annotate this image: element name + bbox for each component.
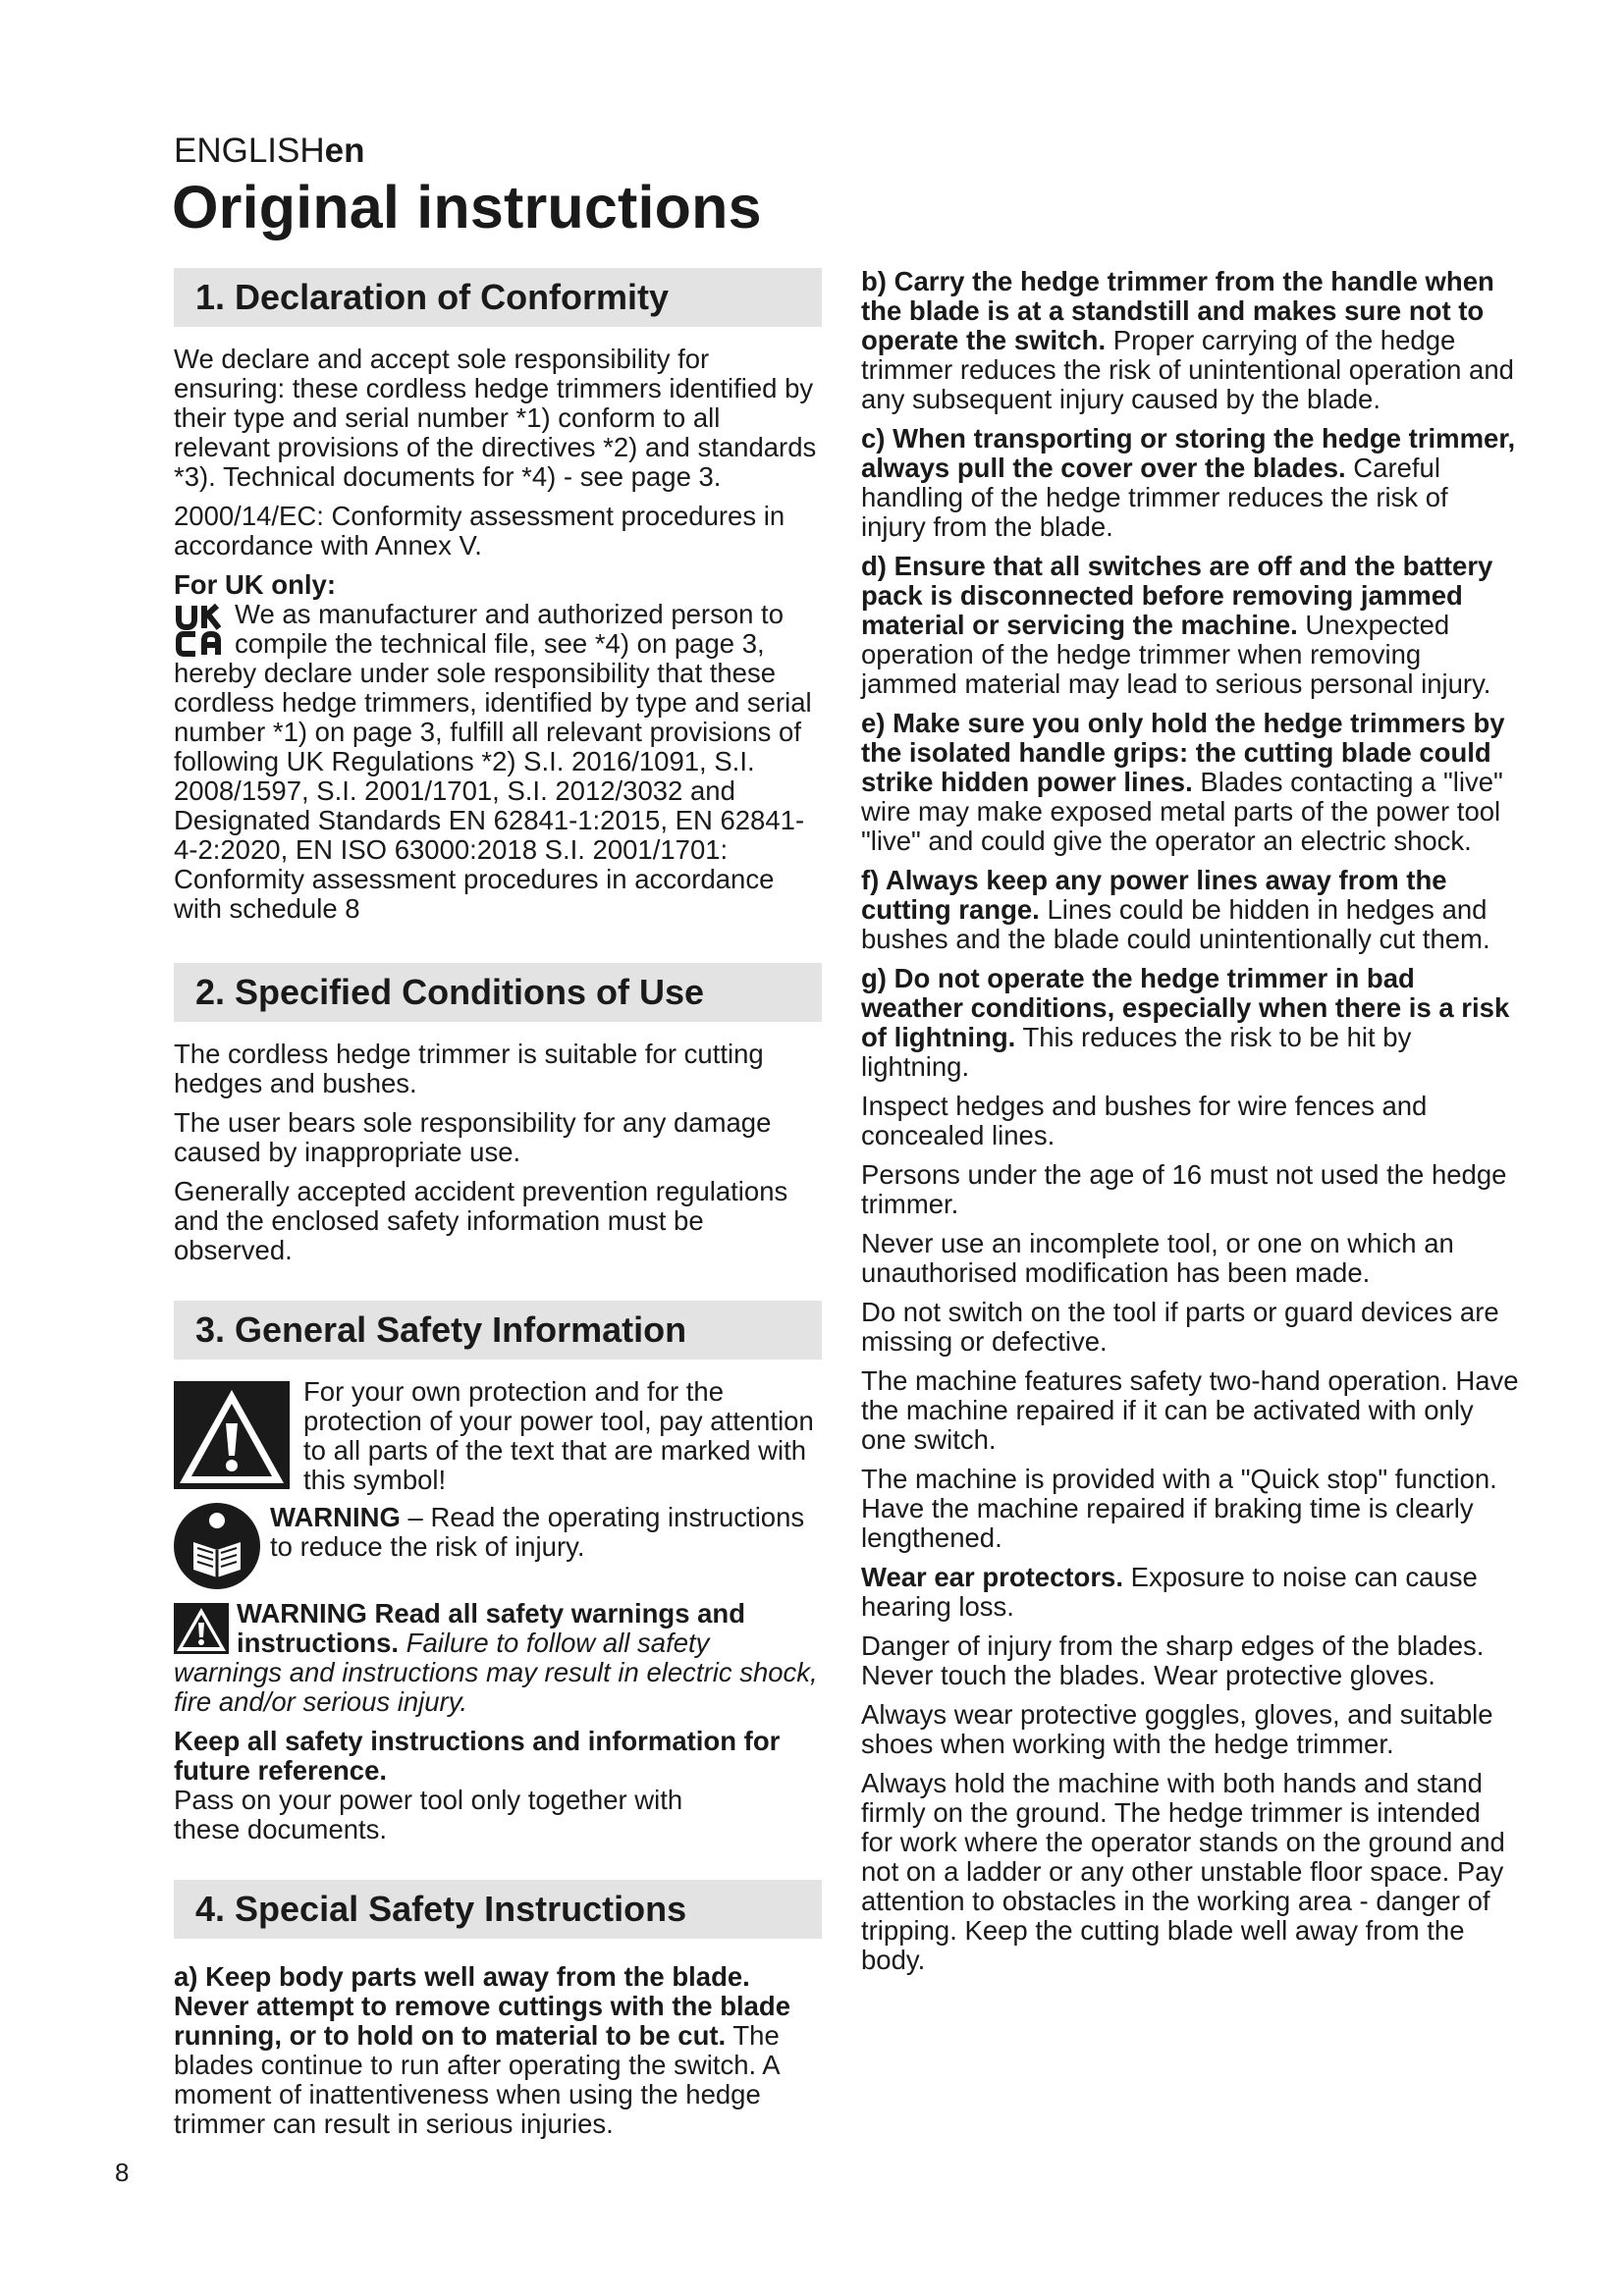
- instruction-e: [861, 709, 1519, 856]
- section-heading-special-safety: 4. Special Safety Instructions: [174, 1880, 822, 1939]
- protective-gear-paragraph: Always wear protective goggles, gloves, and suitable shoes when working with the hedge trimmer.: [861, 1699, 1493, 1759]
- age-paragraph: Persons under the age of 16 must not used the hedge trimmer.: [861, 1159, 1507, 1219]
- symbol-explanation-text: For your own protection and for the protection of your power tool, pay attention to all parts of the text that are marked with this symbol!: [303, 1377, 814, 1495]
- read-all-warnings: [174, 1599, 822, 1717]
- instruction-g-bold: g) Do not operate the hedge trimmer in bad weather conditions, especially when there is a risk of lightning.: [861, 963, 1510, 1052]
- symbol-explanation: [174, 1377, 822, 1495]
- page-number: 8: [115, 2158, 130, 2187]
- warning-triangle-icon: [174, 1381, 290, 1489]
- directive-paragraph: 2000/14/EC: Conformity assessment procedures in accordance with Annex V.: [174, 501, 785, 561]
- section-heading-general-safety: 3. General Safety Information: [174, 1301, 822, 1360]
- conditions-paragraph-3: Generally accepted accident prevention regulations and the enclosed safety information must be observed.: [174, 1176, 788, 1265]
- uk-declaration: [174, 600, 822, 924]
- instruction-d: [861, 552, 1519, 699]
- ear-protectors-bold: Wear ear protectors.: [861, 1562, 1123, 1592]
- instruction-c-bold: c) When transporting or storing the hedge trimmer, always pull the cover over the blades.: [861, 423, 1516, 483]
- instruction-g-text: This reduces the risk to be hit by lightning.: [861, 1022, 1412, 1082]
- declaration-paragraph: We declare and accept sole responsibility for ensuring: these cordless hedge trimmers identified by their type and serial number *1) conform to all relevant provisions of the directives *2) and standards *3). Technical documents for *4) - see page 3.: [174, 344, 817, 492]
- ear-protectors-paragraph: [861, 1563, 1519, 1622]
- instruction-a: [174, 1962, 822, 2139]
- incomplete-tool-paragraph: Never use an incomplete tool, or one on which an unauthorised modification has been made.: [861, 1228, 1454, 1288]
- read-warning-label: WARNING: [270, 1503, 401, 1532]
- read-all-warnings-italic: Failure to follow all safety warnings and instructions may result in electric shock, fire and/or serious injury.: [174, 1628, 818, 1717]
- instruction-d-text: Unexpected operation of the hedge trimmer when removing jammed material may lead to serious personal injury.: [861, 610, 1491, 699]
- instruction-f-text: Lines could be hidden in hedges and bushes and the blade could unintentionally cut them.: [861, 894, 1490, 954]
- conditions-paragraph-2: The user bears sole responsibility for any damage caused by inappropriate use.: [174, 1107, 772, 1167]
- instruction-g: [861, 964, 1519, 1082]
- conditions-paragraph-1: The cordless hedge trimmer is suitable for cutting hedges and bushes.: [174, 1039, 764, 1098]
- instruction-f: [861, 866, 1519, 954]
- sharp-edges-paragraph: Danger of injury from the sharp edges of the blades. Never touch the blades. Wear protective gloves.: [861, 1630, 1485, 1690]
- uk-only-heading: For UK only:: [174, 569, 336, 600]
- page-title: Original instructions: [172, 174, 762, 240]
- instruction-a-bold: a) Keep body parts well away from the blade. Never attempt to remove cuttings with the blade running, or to hold on to material to be cut.: [174, 1961, 791, 2051]
- language-code: en: [324, 132, 365, 170]
- left-column: [174, 268, 822, 2149]
- instruction-e-bold: e) Make sure you only hold the hedge trimmers by the isolated handle grips: the cutting blade could strike hidden power lines.: [861, 708, 1505, 797]
- missing-parts-paragraph: Do not switch on the tool if parts or guard devices are missing or defective.: [861, 1297, 1499, 1357]
- instruction-b-bold: b) Carry the hedge trimmer from the handle when the blade is at a standstill and makes sure not to operate the switch.: [861, 266, 1494, 355]
- quick-stop-paragraph: The machine is provided with a "Quick stop" function. Have the machine repaired if braking time is clearly lengthened.: [861, 1464, 1497, 1553]
- keep-instructions-text: Pass on your power tool only together with these documents.: [174, 1785, 683, 1844]
- instruction-b: [861, 267, 1519, 414]
- read-all-warnings-bold: WARNING Read all safety warnings and instructions.: [237, 1598, 746, 1658]
- uk-declaration-text: We as manufacturer and authorized person to compile the technical file, see *4) on page 3, hereby declare under sole responsibility that these cordless hedge trimmers, identified by type and serial number *1) on page 3, fulfill all relevant provisions of following UK Regulations *2) S.I. 2016/1091, S.I. 2008/1597, S.I. 2001/1701, S.I. 2012/3032 and Designated Standards EN 62841-1:2015, EN 62841-4-2:2020, EN ISO 63000:2018 S.I. 2001/1701: Conformity assessment procedures in accordance with schedule 8: [174, 599, 812, 924]
- read-manual-icon: [174, 1503, 260, 1589]
- instruction-c-text: Careful handling of the hedge trimmer reduces the risk of injury from the blade.: [861, 453, 1448, 542]
- inspect-paragraph: Inspect hedges and bushes for wire fences and concealed lines.: [861, 1091, 1428, 1150]
- two-hand-paragraph: The machine features safety two-hand operation. Have the machine repaired if it can be activated with only one switch.: [861, 1365, 1519, 1455]
- right-column: [861, 267, 1519, 1985]
- section-heading-declaration: 1. Declaration of Conformity: [174, 268, 822, 327]
- warning-triangle-small-icon: [174, 1603, 229, 1654]
- hold-machine-paragraph: Always hold the machine with both hands and stand firmly on the ground. The hedge trimmer is intended for work where the operator stands on the ground and not on a ladder or any other unstable floor space. Pay attention to obstacles in the working area - danger of tripping. Keep the cutting blade well away from the body.: [861, 1768, 1505, 1975]
- instruction-f-bold: f) Always keep any power lines away from the cutting range.: [861, 865, 1447, 925]
- language-word: ENGLISH: [174, 132, 325, 170]
- read-warning-text: – Read the operating instructions to reduce the risk of injury.: [270, 1503, 805, 1562]
- ear-protectors-text: Exposure to noise can cause hearing loss.: [861, 1562, 1478, 1622]
- instruction-c: [861, 424, 1519, 542]
- section-heading-conditions: 2. Specified Conditions of Use: [174, 963, 822, 1022]
- instruction-e-text: Blades contacting a "live" wire may make exposed metal parts of the power tool "live" and could give the operator an electric shock.: [861, 767, 1503, 856]
- ukca-mark-icon: [174, 603, 233, 658]
- language-label: [174, 132, 365, 171]
- keep-instructions-heading: Keep all safety instructions and information for future reference.: [174, 1726, 781, 1786]
- instruction-b-text: Proper carrying of the hedge trimmer reduces the risk of unintentional operation and any subsequent injury caused by the blade.: [861, 325, 1514, 414]
- instruction-d-bold: d) Ensure that all switches are off and the battery pack is disconnected before removing jammed material or servicing the machine.: [861, 551, 1493, 640]
- read-instructions-note: [174, 1503, 822, 1589]
- instruction-a-text: The blades continue to run after operating the switch. A moment of inattentiveness when using the hedge trimmer can result in serious injuries.: [174, 2020, 780, 2139]
